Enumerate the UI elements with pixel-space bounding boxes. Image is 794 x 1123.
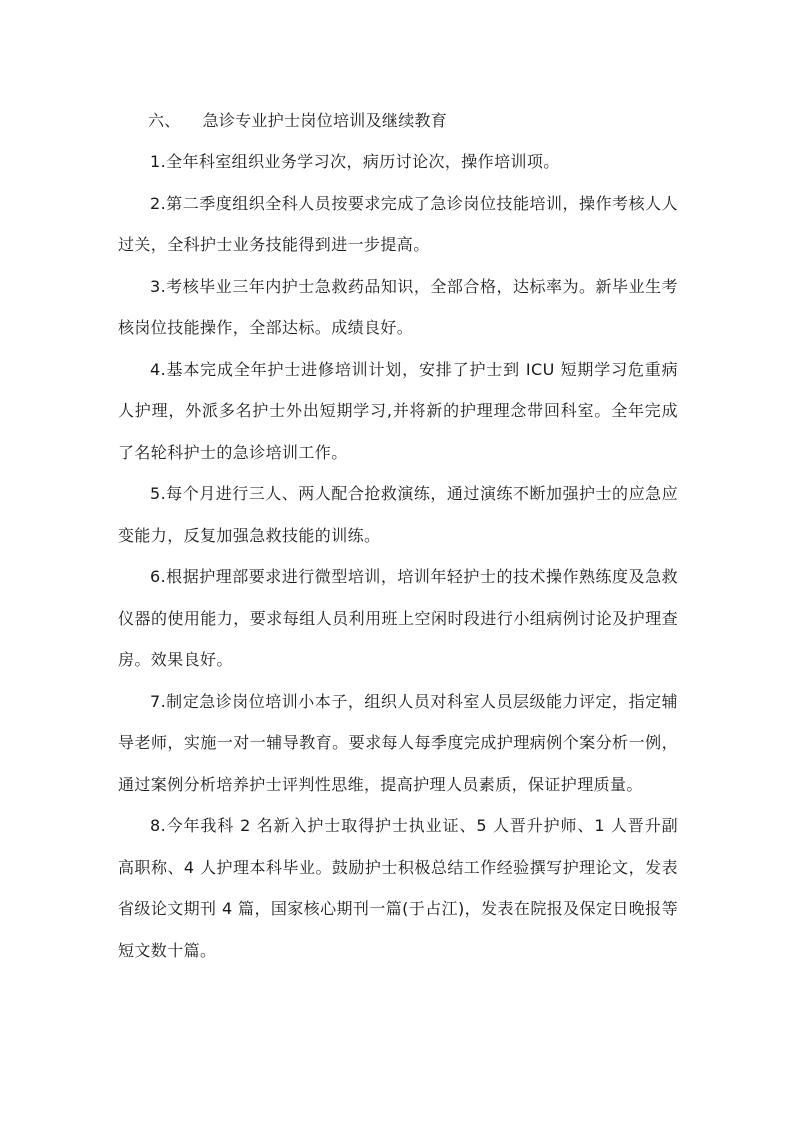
document-body xyxy=(118,101,678,971)
section-title: 急诊专业护士岗位培训及继续教育 xyxy=(202,111,448,130)
section-heading xyxy=(118,101,678,141)
section-number: 六、 xyxy=(148,111,181,130)
paragraph-8: 8.今年我科 2 名新入护士取得护士执业证、5 人晋升护师、1 人晋升副高职称、4 人护理本科毕业。鼓励护士积极总结工作经验撰写护理论文，发表省级论文期刊 4 篇，国家核心期刊一篇(于占江)，发表在院报及保定日晚报等短文数十篇。 xyxy=(118,816,678,960)
paragraph-3: 3.考核毕业三年内护士急救药品知识，全部合格，达标率为。新毕业生考核岗位技能操作，全部达标。成绩良好。 xyxy=(118,276,678,337)
paragraph-1: 1.全年科室组织业务学习次，病历讨论次，操作培训项。 xyxy=(150,152,560,171)
paragraph-4: 4.基本完成全年护士进修培训计划，安排了护士到 ICU 短期学习危重病人护理，外派多名护士外出短期学习,并将新的护理理念带回科室。全年完成了名轮科护士的急诊培训工作。 xyxy=(118,359,678,462)
paragraph-2: 2.第二季度组织全科人员按要求完成了急诊岗位技能培训，操作考核人人过关，全科护士业务技能得到进一步提高。 xyxy=(118,193,678,254)
paragraph-6: 6.根据护理部要求进行微型培训，培训年轻护士的技术操作熟练度及急救仪器的使用能力，要求每组人员利用班上空闲时段进行小组病例讨论及护理查房。效果良好。 xyxy=(118,567,678,669)
paragraph-5: 5.每个月进行三人、两人配合抢救演练，通过演练不断加强护士的应急应变能力，反复加强急救技能的训练。 xyxy=(118,484,678,545)
paragraph-7: 7.制定急诊岗位培训小本子，组织人员对科室人员层级能力评定，指定辅导老师，实施一对一辅导教育。要求每人每季度完成护理病例个案分析一例，通过案例分析培养护士评判性思维，提高护理人员素质，保证护理质量。 xyxy=(118,691,678,794)
